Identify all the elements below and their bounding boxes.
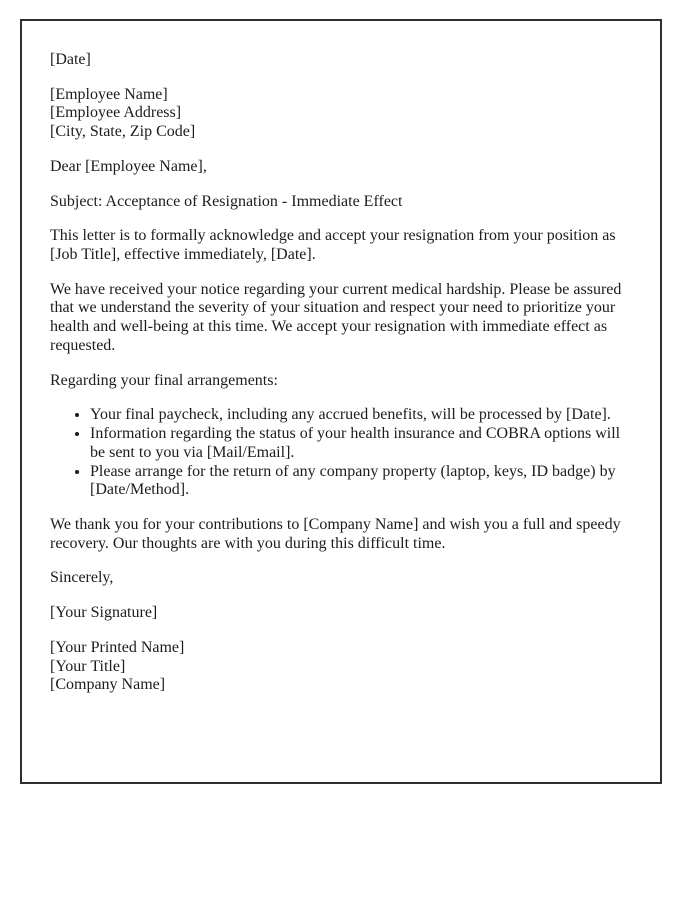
- recipient-address-block: [50, 86, 632, 142]
- letter-date: [Date]: [50, 51, 91, 68]
- paragraph-closing-thanks: We thank you for your contributions to [Company Name] and wish you a full and speedy recovery. Our thoughts are with you during this difficult time.: [50, 515, 621, 552]
- subject-line: Subject: Acceptance of Resignation - Immediate Effect: [50, 192, 403, 210]
- paragraph-arrangements-intro: Regarding your final arrangements:: [50, 371, 278, 389]
- letter-document: [20, 19, 662, 784]
- recipient-city-state-zip: [City, State, Zip Code]: [50, 123, 196, 141]
- signature-placeholder: [Your Signature]: [50, 604, 158, 622]
- sign-off: Sincerely,: [50, 569, 114, 587]
- arrangement-item-property-return: • Please arrange for the return of any company property (laptop, keys, ID badge) by [Date/Method].: [90, 463, 632, 500]
- signer-title: [Your Title]: [50, 657, 126, 675]
- signature-block: [50, 639, 632, 695]
- recipient-name: [Employee Name]: [50, 85, 168, 103]
- paragraph-acknowledgement: This letter is to formally acknowledge and accept your resignation from your position as [Job Title], effective immediately, [Date].: [50, 227, 616, 264]
- recipient-address: [Employee Address]: [50, 104, 182, 122]
- arrangement-item-paycheck: • Your final paycheck, including any accrued benefits, will be processed by [Date].: [90, 406, 632, 425]
- paragraph-medical-hardship: We have received your notice regarding your current medical hardship. Please be assured that we understand the severity of your situation and respect your need to prioritize your health and well-being at this time. We accept your resignation with immediate effect as requested.: [50, 280, 622, 354]
- signer-company: [Company Name]: [50, 676, 166, 694]
- arrangements-list: [50, 406, 632, 500]
- arrangement-item-insurance: • Information regarding the status of your health insurance and COBRA options will be sent to you via [Mail/Email].: [90, 425, 632, 462]
- salutation: Dear [Employee Name],: [50, 157, 207, 175]
- signer-printed-name: [Your Printed Name]: [50, 638, 185, 656]
